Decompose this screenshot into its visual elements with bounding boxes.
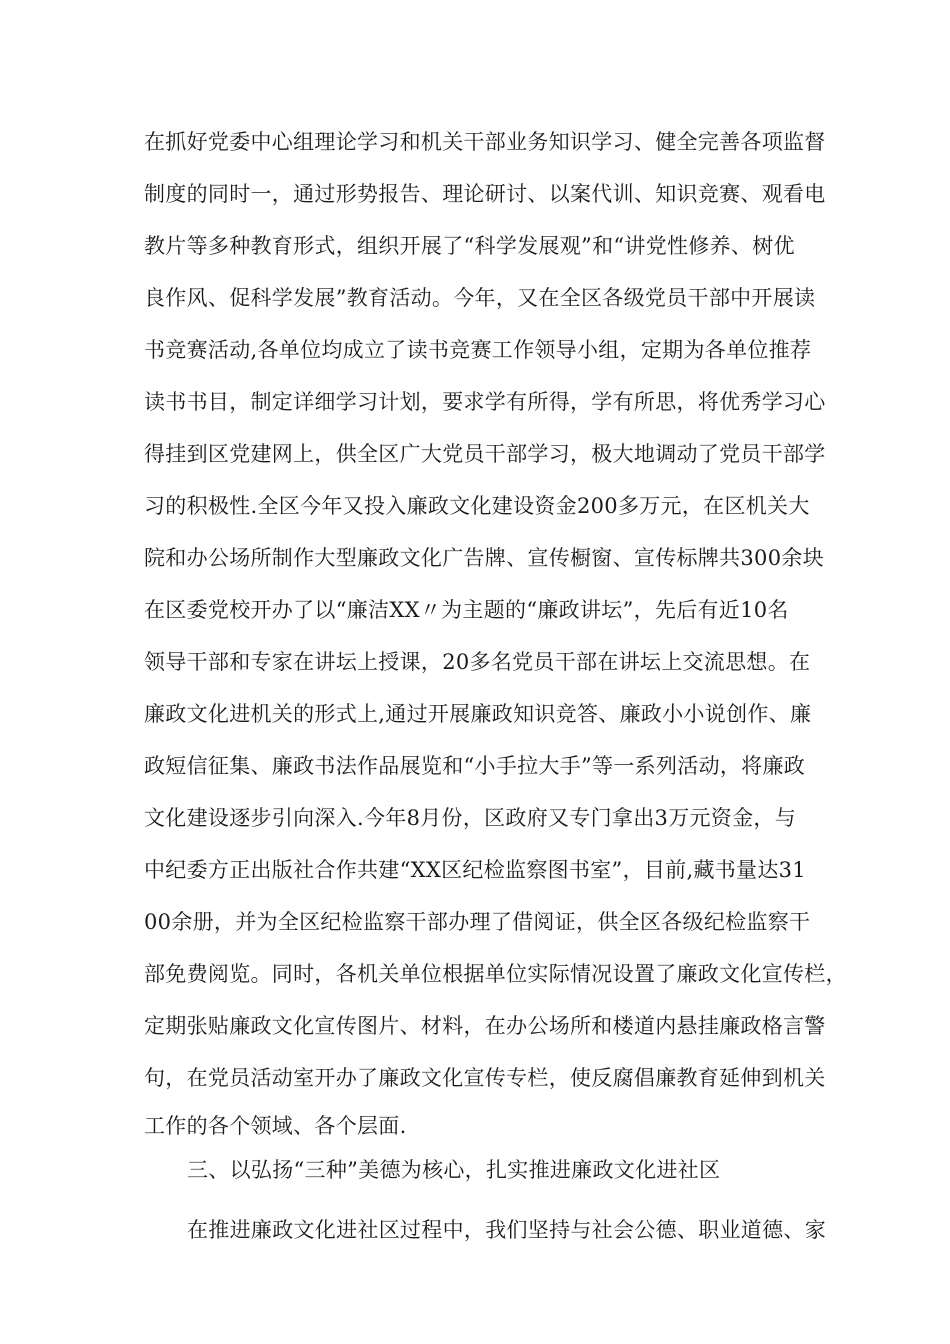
body-text-line: 句，在党员活动室开办了廉政文化宣传专栏，使反腐倡廉教育延伸到机关 bbox=[144, 1066, 826, 1090]
paragraph-start: 在推进廉政文化进社区过程中，我们坚持与社会公德、职业道德、家 bbox=[187, 1218, 826, 1242]
body-text-line: 习的积极性.全区今年又投入廉政文化建设资金200多万元，在区机关大 bbox=[144, 494, 810, 518]
body-text-line: 部免费阅览。同时，各机关单位根据单位实际情况设置了廉政文化宣传栏， bbox=[144, 962, 847, 986]
body-text-line: 书竞赛活动,各单位均成立了读书竞赛工作领导小组，定期为各单位推荐 bbox=[144, 338, 812, 362]
body-text-line: 领导干部和专家在讲坛上授课，20多名党员干部在讲坛上交流思想。在 bbox=[144, 650, 811, 674]
body-text-line: 工作的各个领域、各个层面. bbox=[144, 1114, 407, 1138]
body-text-line: 中纪委方正出版社合作共建“XX区纪检监察图书室”，目前,藏书量达31 bbox=[144, 858, 806, 882]
body-text-line: 得挂到区党建网上，供全区广大党员干部学习，极大地调动了党员干部学 bbox=[144, 442, 826, 466]
section-heading: 三、以弘扬“三种”美德为核心，扎实推进廉政文化进社区 bbox=[187, 1158, 721, 1182]
body-text-line: 在区委党校开办了以“廉洁XX〃为主题的“廉政讲坛”，先后有近10名 bbox=[144, 598, 789, 622]
body-text-line: 读书书目，制定详细学习计划，要求学有所得，学有所思，将优秀学习心 bbox=[144, 390, 826, 414]
body-text-line: 教片等多种教育形式，组织开展了“科学发展观”和“讲党性修养、树优 bbox=[144, 234, 795, 258]
body-text-line: 廉政文化进机关的形式上,通过开展廉政知识竞答、廉政小小说创作、廉 bbox=[144, 702, 812, 726]
body-text-line: 院和办公场所制作大型廉政文化广告牌、宣传橱窗、宣传标牌共300余块 bbox=[144, 546, 824, 570]
body-text-line: 良作风、促科学发展”教育活动。今年，又在全区各级党员干部中开展读 bbox=[144, 286, 816, 310]
body-text-line: 制度的同时一，通过形势报告、理论研讨、以案代训、知识竞赛、观看电 bbox=[144, 182, 826, 206]
body-text-line: 文化建设逐步引向深入.今年8月份，区政府又专门拿出3万元资金，与 bbox=[144, 806, 796, 830]
body-text-line: 00余册，并为全区纪检监察干部办理了借阅证，供全区各级纪检监察干 bbox=[144, 910, 811, 934]
body-text-line: 在抓好党委中心组理论学习和机关干部业务知识学习、健全完善各项监督 bbox=[144, 130, 826, 154]
body-text-line: 政短信征集、廉政书法作品展览和“小手拉大手”等一系列活动，将廉政 bbox=[144, 754, 806, 778]
body-text-line: 定期张贴廉政文化宣传图片、材料，在办公场所和楼道内悬挂廉政格言警 bbox=[144, 1014, 826, 1038]
